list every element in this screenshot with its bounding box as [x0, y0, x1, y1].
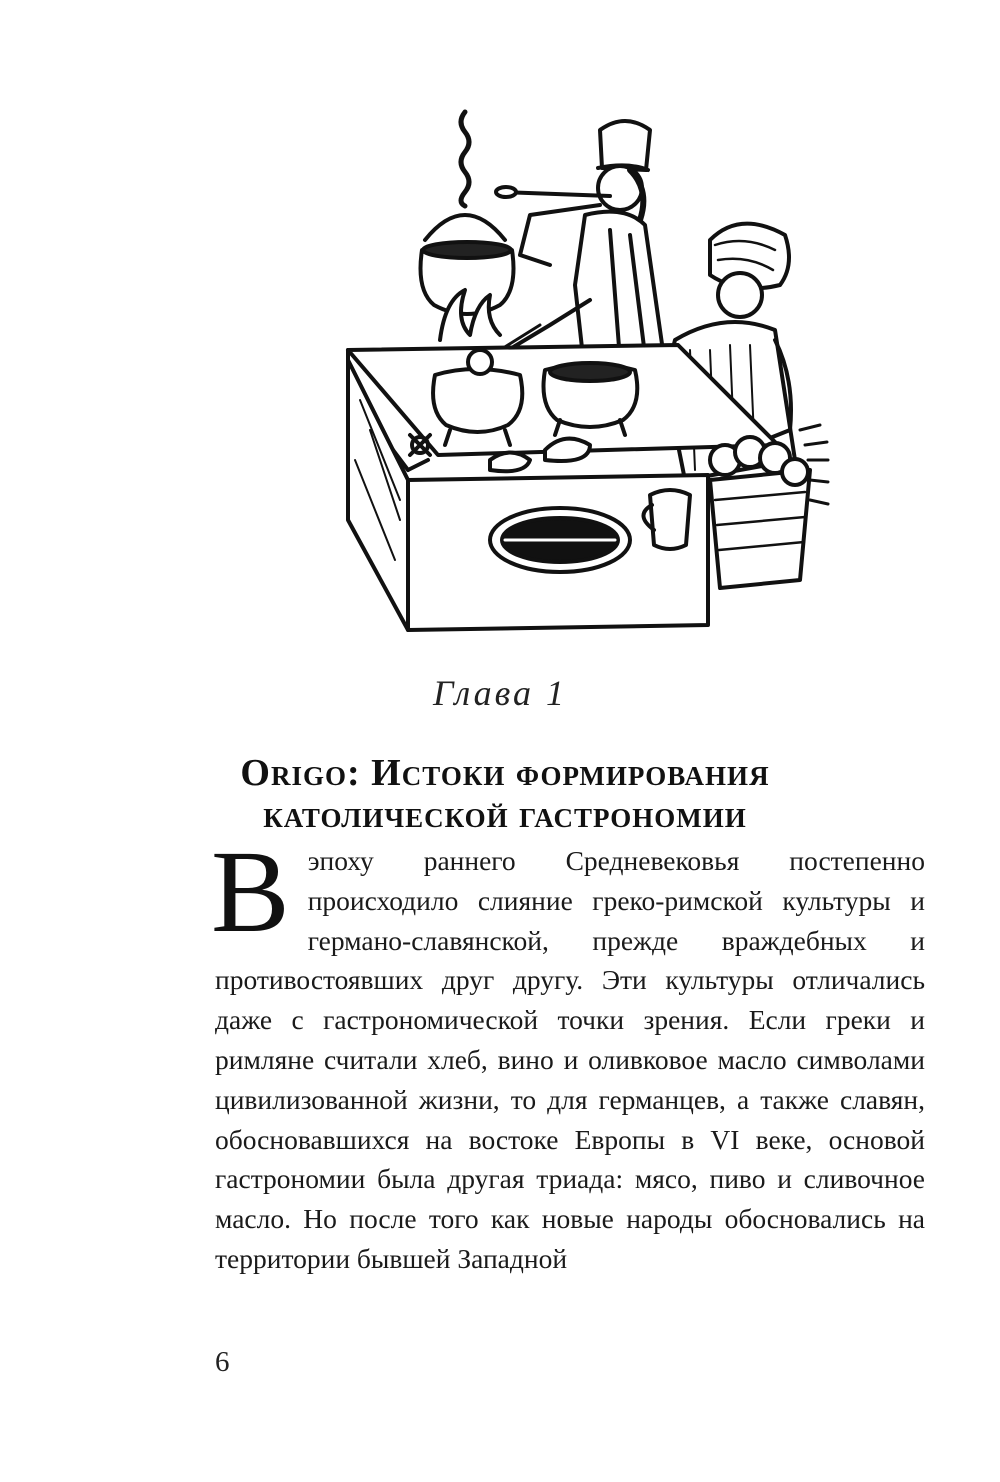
chapter-title [150, 752, 860, 836]
chapter-title-line1: Origo: Истоки формирования [240, 752, 770, 794]
page-number: 6 [215, 1346, 230, 1378]
medieval-kitchen-woodcut-icon [330, 100, 830, 650]
body-text: эпоху раннего Средневековья постепенно происходило слияние греко-римской культуры и германо-славянской, прежде враждебных и противостоявших друг другу. Эти культуры отличались даже с гастрономической точки зрения. Если греки и римляне считали хлеб, вино и оливковое масло символами цивилизованной жизни, то для германцев, а также славян, обосновавшихся на востоке Европы в VI веке, основой гастрономии была другая триада: мясо, пиво и сливочное масло. Но после того как новые народы обосновались на территории бывшей Западной [215, 845, 925, 1274]
body-paragraph [211, 826, 925, 1279]
drop-cap: В [211, 826, 290, 957]
chapter-label: Глава 1 [432, 673, 568, 713]
chapter-title-line2: католической гастрономии [263, 794, 747, 836]
